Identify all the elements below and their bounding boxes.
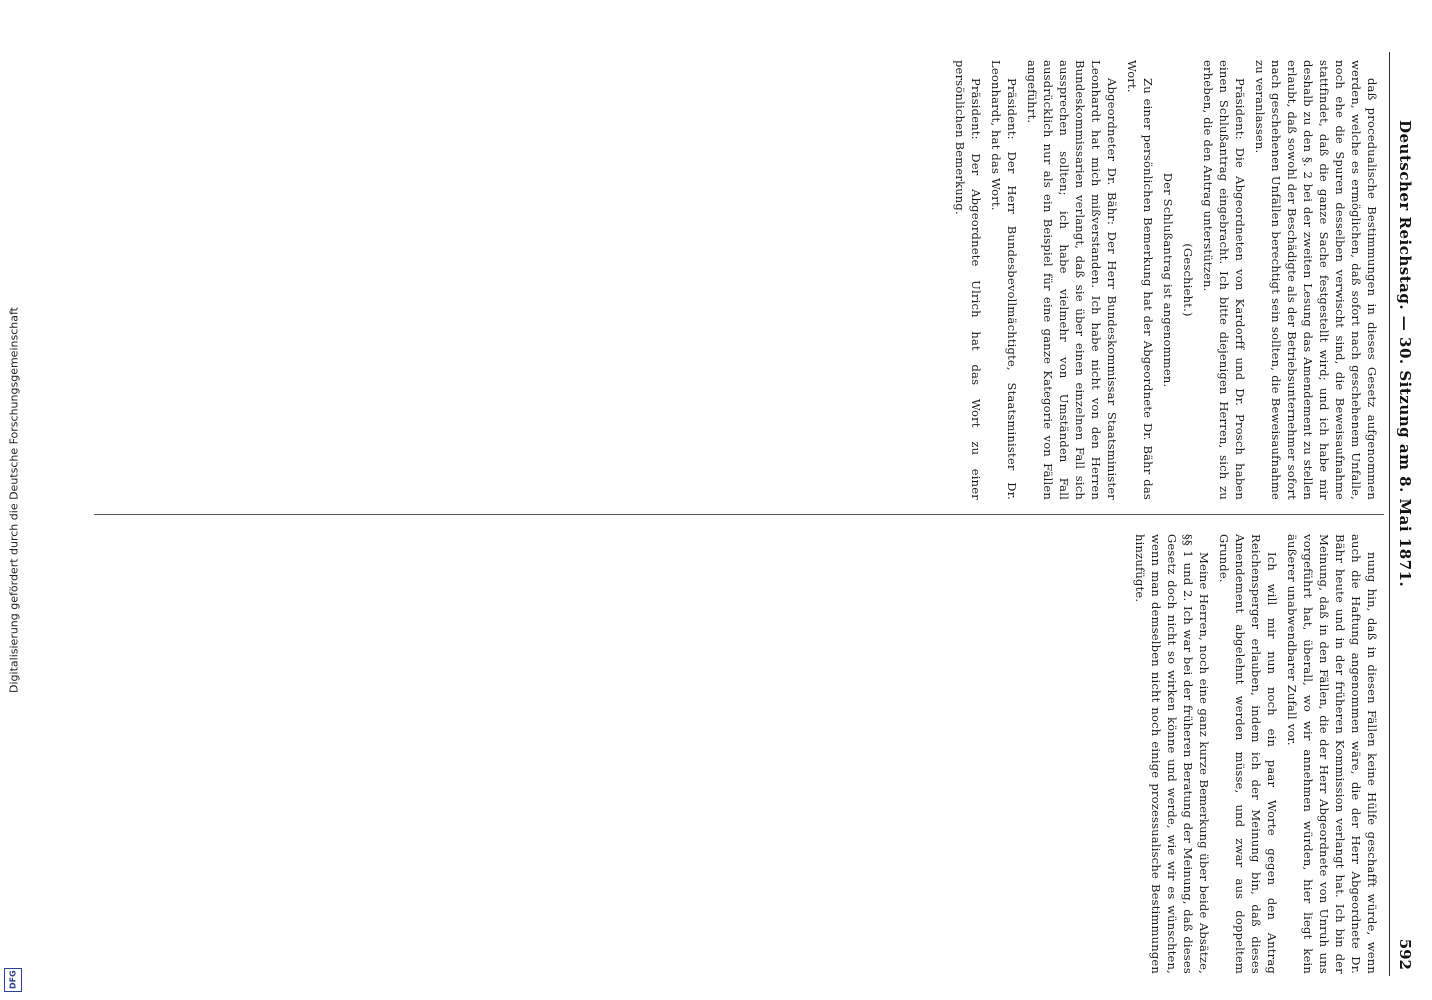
digitization-note: Digitalisierung gefördert durch die Deutsche Forschungsgemeinschaft (7, 307, 21, 693)
paragraph: Zu einer persönlichen Bemerkung hat der Abgeordnete Dr. Bähr das Wort. (1125, 60, 1155, 500)
paragraph: Abgeordneter Dr. Bähr: Der Herr Bundeskommissar Staatsminister Leonhardt hat mich mißverstanden. Ich habe nicht von den Herren Bundeskommissarien verlangt, daß sie über einen einzelnen Fall sich aussprechen sollten; ich habe vielmehr von Umständen Fall ausdrücklich nur als ein Beispiel für eine ganze Kategorie von Fällen angeführt. (1025, 60, 1119, 500)
header-rule (1389, 52, 1390, 976)
paragraph: (Geschieht.) (1181, 243, 1195, 317)
right-column (100, 534, 1380, 974)
page-title: Deutscher Reichstag. — 30. Sitzung am 8. Mai 1871. (1396, 120, 1414, 588)
left-column (100, 60, 1380, 500)
paragraph: Meine Herren, noch eine ganz kurze Bemerkung über beide Absätze, §§ 1 und 2. Ich war bei der früheren Beratung der Meinung, daß dieses Gesetz doch nicht so wirken könne und werde, wie wir es wünschten, wenn man demselben nicht noch einige prozessualische Bestimmungen hinzufügte. (1133, 534, 1211, 974)
page-header (1388, 40, 1418, 988)
page-content (80, 40, 1424, 988)
paragraph: Präsident: Die Abgeordneten von Kardorff und Dr. Prosch haben einen Schlußantrag eingebracht. Ich bitte diejenigen Herren, sich zu erheben, die den Antrag unterstützen. (1201, 60, 1247, 500)
paragraph: Der Schlußantrag ist angenommen. (1161, 172, 1175, 388)
column-divider (94, 514, 1384, 515)
paragraph: daß procedualische Bestimmungen in dieses Gesetz aufgenommen werden, welche es ermöglichen, daß sofort nach geschehenem Unfalle, noch ehe die Spuren desselben verwischt sind, die Beweisaufnahme stattfindet, daß die ganze Sache festgestellt wird; und ich habe mir deshalb zu den §. 2 bei der zweiten Lesung das Amendement zu stellen erlaubt, daß sowohl der Beschädigte als der Betriebsunternehmer sofort nach geschehenen Unfällen berechtigt sein sollten, die Beweisaufnahme zu veranlassen. (1253, 60, 1379, 500)
sidebar (0, 0, 28, 1000)
paragraph: nung hin, daß in diesen Fällen keine Hülfe geschafft würde, wenn auch die Haftung angenommen wäre, die der Herr Abgeordnete Dr. Bähr heute und in der früheren Kommission verlangt hat. Ich bin der Meinung, daß in den Fällen, die der Herr Abgeordnete von Unruh uns vorgeführt hat, überall, wo wir annehmen würden, hier liegt kein äußerer unabwendbarer Zufall vor. (1285, 534, 1379, 974)
scanned-page (80, 40, 1424, 988)
paragraph: Ich will mir nun noch ein paar Worte gegen den Antrag Reichensperger erlauben, indem ich der Meinung bin, daß dieses Amendement abgelehnt werden müsse, und zwar aus doppeltem Grunde. (1217, 534, 1279, 974)
dfg-logo: DFG (4, 968, 22, 992)
paragraph: Präsident: Der Herr Bundesbevollmächtigte, Staatsminister Dr. Leonhardt, hat das Wort. (989, 60, 1019, 500)
page-number: 592 (1396, 938, 1414, 970)
paragraph: Präsident: Der Abgeordnete Ulrich hat das Wort zu einer persönlichen Bemerkung. (953, 60, 983, 500)
